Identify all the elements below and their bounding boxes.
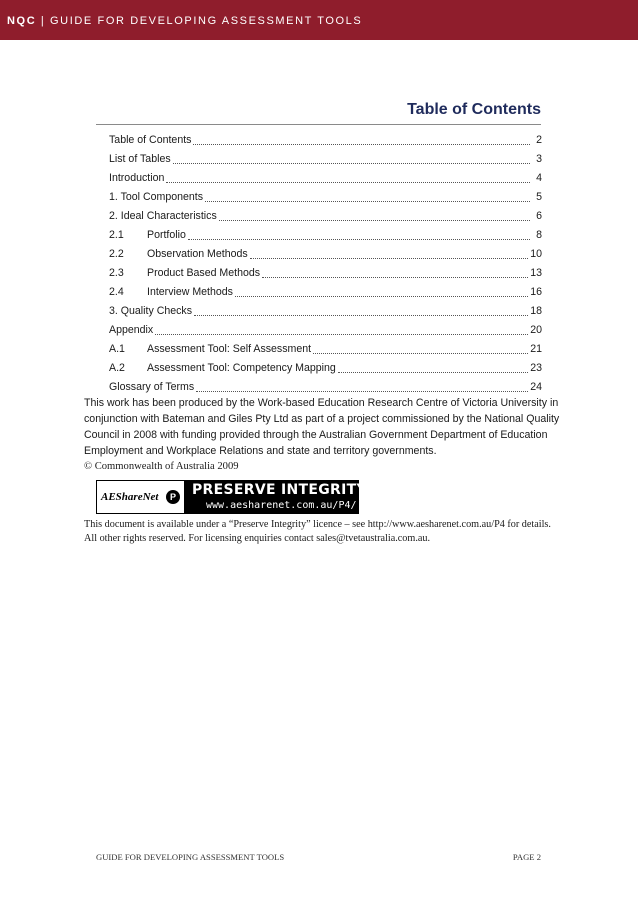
toc-entry-page: 10 [530, 248, 542, 260]
toc-entry-label: Interview Methods [147, 286, 233, 298]
toc-entry-page: 21 [530, 343, 542, 355]
licence-paragraph: This document is available under a “Preserve Integrity” licence – see http://www.aesharenet.com.au/P4 for details. All other rights reserved. For licensing enquiries contact sales@tvetaustralia.com.au. [84, 519, 551, 544]
toc-entry-leader [155, 334, 528, 335]
toc-entry-label: 3. Quality Checks [109, 305, 193, 317]
aesharenet-logo [96, 480, 185, 514]
toc-entry-number: 2.3 [109, 267, 124, 279]
preserve-integrity-label [185, 480, 367, 514]
toc-entry-leader [173, 163, 530, 164]
aesharenet-logo-text: AEShareNet [101, 491, 159, 503]
toc-entry-label: Portfolio [147, 229, 186, 241]
preserve-integrity-url: www.aesharenet.com.au/P4/ [206, 500, 357, 511]
toc-entry-leader [193, 144, 530, 145]
toc-entry[interactable] [109, 302, 542, 321]
toc-entry-leader [166, 182, 530, 183]
copyright-notice: © Commonwealth of Australia 2009 [84, 461, 239, 472]
toc-title: Table of Contents [407, 101, 541, 118]
footer-page-number: PAGE 2 [512, 852, 541, 862]
header-separator: | [40, 15, 46, 27]
preserve-integrity-title: PRESERVE INTEGRITY [192, 482, 367, 498]
toc-entry-page: 6 [536, 210, 542, 222]
header-text [7, 15, 362, 27]
toc-entry-number: A.1 [109, 343, 125, 355]
toc-list [109, 131, 542, 397]
toc-entry-page: 4 [536, 172, 542, 184]
toc-entry-leader [338, 372, 528, 373]
toc-entry-page: 23 [530, 362, 542, 374]
toc-entry-page: 16 [530, 286, 542, 298]
toc-entry-page: 13 [530, 267, 542, 279]
toc-entry-label: 2. Ideal Characteristics [109, 210, 217, 222]
toc-entry-leader [205, 201, 530, 202]
header-brand: NQC [7, 15, 37, 27]
toc-entry-label: Glossary of Terms [109, 381, 195, 393]
toc-entry-label: Table of Contents [109, 134, 192, 146]
toc-entry-page: 5 [536, 191, 542, 203]
toc-entry-leader [250, 258, 529, 259]
toc-divider [96, 124, 541, 125]
toc-entry-number: 2.1 [109, 229, 124, 241]
toc-entry-label: Assessment Tool: Competency Mapping [147, 362, 336, 374]
toc-entry-page: 18 [530, 305, 542, 317]
toc-entry-leader [313, 353, 528, 354]
toc-entry-number: 2.4 [109, 286, 124, 298]
toc-entry[interactable] [109, 283, 542, 302]
preserve-integrity-banner[interactable] [96, 480, 367, 516]
toc-entry-page: 3 [536, 153, 542, 165]
toc-entry-label: Assessment Tool: Self Assessment [147, 343, 312, 355]
toc-entry-label: Introduction [109, 172, 165, 184]
toc-entry[interactable] [109, 188, 542, 207]
toc-entry-page: 24 [530, 381, 542, 393]
toc-entry[interactable] [109, 321, 542, 340]
toc-entry-leader [188, 239, 530, 240]
toc-entry-label: Observation Methods [147, 248, 248, 260]
p-badge-icon: P [166, 490, 180, 504]
toc-entry[interactable] [109, 245, 542, 264]
header-title: GUIDE FOR DEVELOPING ASSESSMENT TOOLS [50, 15, 363, 27]
toc-entry[interactable] [109, 150, 542, 169]
toc-entry-leader [194, 315, 528, 316]
toc-entry-leader [235, 296, 528, 297]
toc-entry[interactable] [109, 131, 542, 150]
toc-entry-number: 2.2 [109, 248, 124, 260]
toc-entry-leader [219, 220, 530, 221]
toc-entry[interactable] [109, 264, 542, 283]
toc-entry-number: A.2 [109, 362, 125, 374]
toc-entry[interactable] [109, 226, 542, 245]
toc-entry-page: 8 [536, 229, 542, 241]
produced-by-paragraph: This work has been produced by the Work-based Education Research Centre of Victoria University in conjunction with Bateman and Giles Pty Ltd as part of a project commissioned by the National Quality Council in 2008 with funding provided through the Australian Government Department of Education Employment and Workplace Relations and state and territory governments. [84, 397, 560, 457]
toc-entry-label: Product Based Methods [147, 267, 261, 279]
toc-entry[interactable] [109, 169, 542, 188]
toc-entry[interactable] [109, 207, 542, 226]
footer-title: GUIDE FOR DEVELOPING ASSESSMENT TOOLS [96, 852, 285, 862]
toc-entry[interactable] [109, 359, 542, 378]
header-bar [0, 0, 638, 40]
toc-entry[interactable] [109, 340, 542, 359]
toc-entry-page: 20 [530, 324, 542, 336]
toc-entry-leader [262, 277, 528, 278]
toc-entry-leader [196, 391, 528, 392]
toc-entry-page: 2 [536, 134, 542, 146]
toc-entry-label: List of Tables [109, 153, 171, 165]
toc-entry-label: 1. Tool Components [109, 191, 204, 203]
toc-entry-label: Appendix [109, 324, 154, 336]
